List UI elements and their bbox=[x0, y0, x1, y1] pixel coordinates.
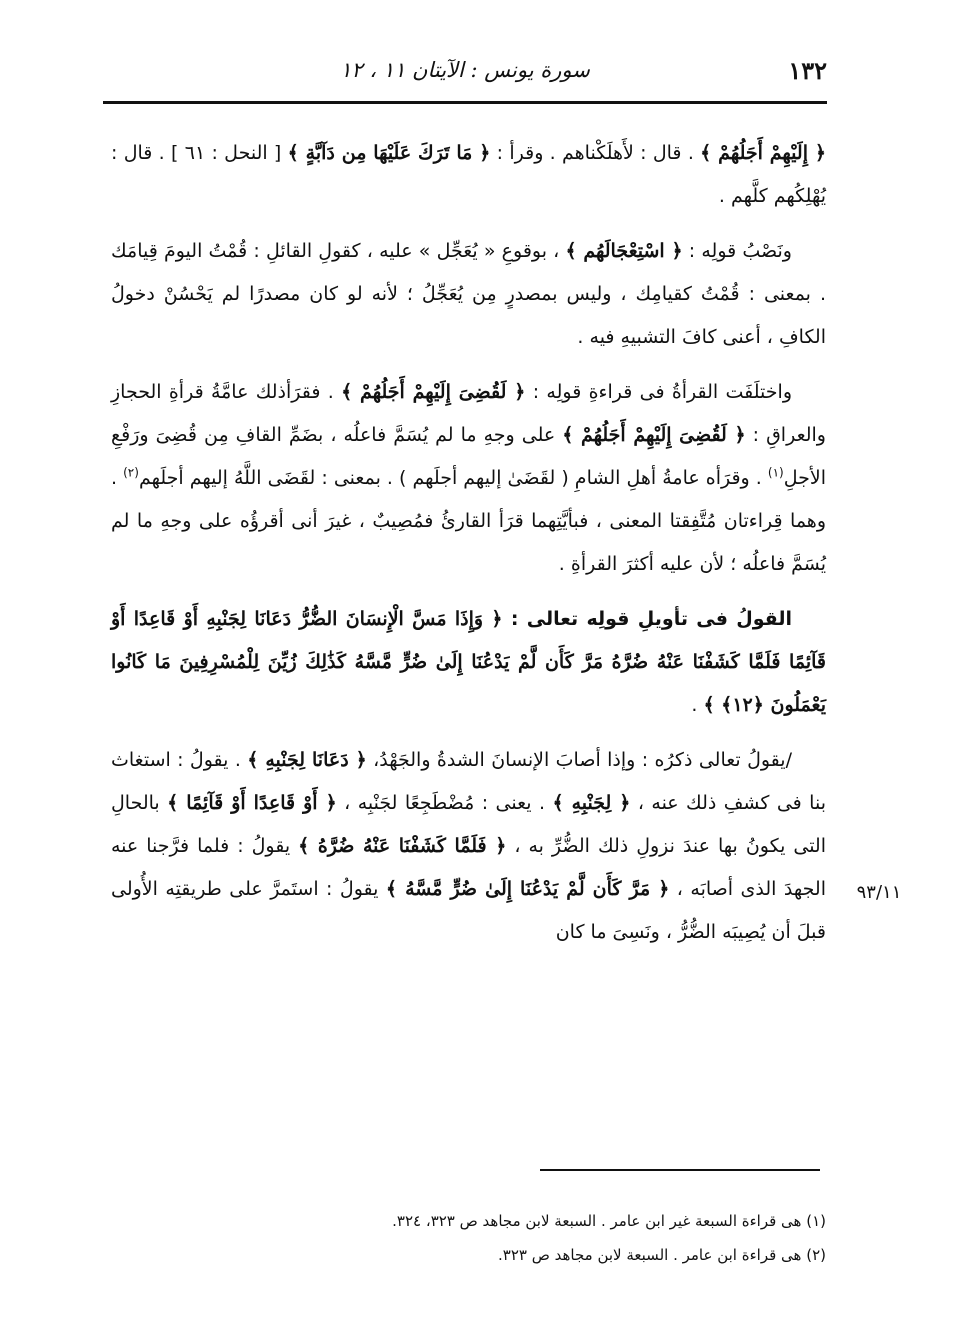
section-heading: القولُ فى تأويلِ قولِه تعالى : bbox=[502, 608, 793, 630]
paragraph-2 bbox=[111, 230, 826, 359]
quran-verse: ﴿ لَقُضِىَ إِلَيْهِمْ أَجَلُهُمْ ﴾ bbox=[562, 424, 746, 446]
text-run: بالحالِ التى يكونُ بها عندَ نزولِ ذلك الضُّرِّ به ، bbox=[111, 792, 826, 857]
footnote-ref-2: (٢) bbox=[123, 465, 139, 480]
text-run: [ النحل : ٦١ ] . قال : يُهْلِكُهم كلَّهم . bbox=[111, 142, 826, 207]
paragraph-1 bbox=[111, 132, 826, 218]
text-run: . وقرَأه عامةُ أهلِ الشامِ ( لقَضَىٰ إليهم أجلَهم ) . بمعنى : لقَضَى اللَّهُ إليهم أجلَهم bbox=[138, 467, 768, 489]
footnote-1: (١) هى قراءة السبعة غير ابن عامر . السبعة لابن مجاهد ص ٣٢٣، ٣٢٤. bbox=[392, 1212, 826, 1230]
footnotes bbox=[136, 1204, 826, 1272]
page-number: ١٣٢ bbox=[788, 56, 827, 85]
text-run: ، بوقوعِ « يُعَجِّل » عليه ، كقولِ القائلِ : قُمْتُ اليومَ قِيامَك . بمعنى : قُمْتُ كقيامِك ، وليس بمصدرٍ مِن يُعَجِّلُ ؛ لأنه لو كان مصدرًا لم يَحْسُنْ دخولُ الكافِ ، أعنى كافَ التشبيهِ فيه . bbox=[111, 240, 826, 348]
quran-verse: ﴿ فَلَمَّا كَشَفْنَا عَنْهُ ضُرَّهُ ﴾ bbox=[298, 835, 507, 857]
quran-verse: ﴿ مَا تَرَكَ عَلَيْهَا مِن دَآبَّةٍ ﴾ bbox=[287, 142, 491, 164]
paragraph-3 bbox=[111, 371, 826, 586]
header-rule bbox=[103, 101, 827, 104]
text-run: يقولُ : استَمرَّ على طريقتِه الأُولى قبلَ أن يُصِيبَه الضُّرُّ ، ونَسِىَ ما كان bbox=[111, 878, 826, 943]
text-run: ونَصْبُ قولِه : bbox=[682, 240, 792, 262]
footnote-rule bbox=[540, 1169, 820, 1171]
quran-verse: ﴿ لِجَنْبِهِ ﴾ bbox=[552, 792, 631, 814]
footnote-2: (٢) هى قراءة ابن عامر . السبعة لابن مجاهد ص ٣٢٣. bbox=[498, 1246, 826, 1264]
running-head bbox=[103, 54, 827, 94]
text-run: . يقولُ : استغاث بنا فى كشفِ ذلك عنه ، bbox=[111, 749, 826, 814]
footnote-ref-1: (١) bbox=[767, 465, 784, 480]
text-run: واختلَفَت القرأةُ فى قراءةِ قولِه : bbox=[525, 381, 792, 403]
quran-verse: ﴿ دَعَانَا لِجَنْبِهِ ﴾ bbox=[247, 749, 367, 771]
text-run: يقولُ : فلما فرَّجنا عنه الجهدَ الذى أصابَه ، bbox=[111, 835, 826, 900]
text-run: . bbox=[691, 694, 704, 716]
text-run: /يقولُ تعالى ذكرُه : وإذا أصابَ الإنسانَ الشدةُ والجَهْدُ، bbox=[366, 749, 792, 771]
quran-verse: ﴿ مَرَّ كَأَن لَّمْ يَدْعُنَا إِلَىٰ ضُرٍّ مَّسَّهُ ﴾ bbox=[385, 878, 670, 900]
text-run: . قال : لأَهلَكْناهم . وقرأ : bbox=[490, 142, 701, 164]
text-run: . وهما قِراءتان مُتَّفِقتا المعنى ، فبأيَّتِهما قرَأ القارئُ فمُصِيبٌ ، غيرَ أنى أقرؤُه على وجهِ ما لم يُسَمَّ فاعلُه ؛ لأن عليه أكثرَ القرأةِ . bbox=[111, 467, 826, 575]
text-run: على وجهِ ما لم يُسَمَّ فاعلُه ، بضَمِّ القافِ مِن قُضِىَ ورَفْعِ الأجلِ bbox=[111, 424, 826, 489]
margin-note: ٩٣/١١ bbox=[856, 882, 902, 903]
text-run: . فقرَأذلك عامَّةُ قرأةِ الحجازِ والعراقِ : bbox=[111, 381, 826, 446]
paragraph-4 bbox=[111, 598, 826, 727]
text-run: . يعنى : مُضْطَجِعًا لجَنْبِه ، bbox=[336, 792, 553, 814]
quran-verse: ﴿ وَإِذَا مَسَّ الْإِنسَانَ الضُّرُّ دَعَانَا لِجَنْبِهِ أَوْ قَاعِدًا أَوْ قَآئِمًا فَلَمَّا كَشَفْنَا عَنْهُ ضُرَّهُ مَرَّ كَأَن لَّمْ يَدْعُنَا إِلَىٰ ضُرٍّ مَّسَّهُ كَذَٰلِكَ زُيِّنَ لِلْمُسْرِفِينَ مَا كَانُوا يَعْمَلُونَ ﴿١٢﴾ ﴾ bbox=[111, 608, 826, 716]
quran-verse: ﴿ لَقُضِىَ إِلَيْهِمْ أَجَلُهُمْ ﴾ bbox=[341, 381, 526, 403]
quran-verse: ﴿ أَوْ قَاعِدًا أَوْ قَآئِمًا ﴾ bbox=[167, 792, 337, 814]
body-text bbox=[111, 132, 826, 966]
paragraph-5 bbox=[111, 739, 826, 954]
quran-verse: ﴿ إِلَيْهِمْ أَجَلُهُمْ ﴾ bbox=[700, 142, 826, 164]
quran-verse: ﴿ اسْتِعْجَالَهُم ﴾ bbox=[565, 240, 683, 262]
running-title: سورة يونس : الآيتان ١١ ، ١٢ bbox=[340, 58, 590, 82]
